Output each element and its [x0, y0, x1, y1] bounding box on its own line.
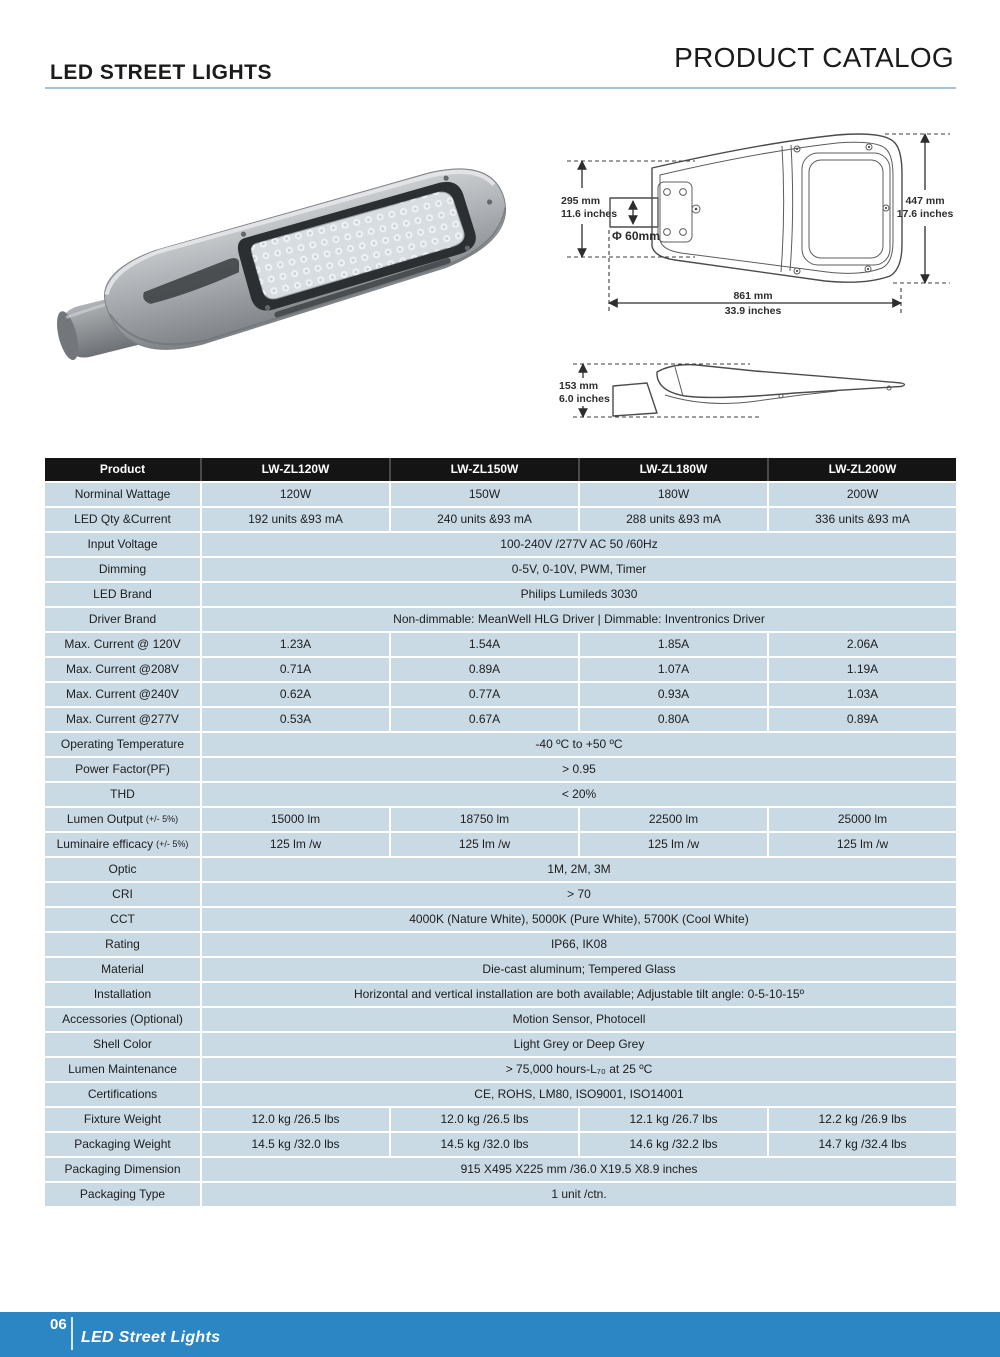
spec-value: 180W	[580, 483, 767, 506]
spec-value-span: IP66, IK08	[202, 933, 956, 956]
spec-value: 0.80A	[580, 708, 767, 731]
spec-value: 200W	[769, 483, 956, 506]
row-label: Max. Current @ 120V	[45, 633, 200, 656]
table-row	[45, 483, 956, 506]
table-row	[45, 583, 956, 606]
product-photo	[46, 112, 538, 370]
spec-value: 192 units &93 mA	[202, 508, 389, 531]
row-label: CCT	[45, 908, 200, 931]
row-label: Shell Color	[45, 1033, 200, 1056]
header-divider	[45, 87, 956, 89]
row-label: Installation	[45, 983, 200, 1006]
dim-height-153	[559, 364, 760, 417]
spec-value: 125 lm /w	[580, 833, 767, 856]
table-row	[45, 1108, 956, 1131]
spec-value-span: 0-5V, 0-10V, PWM, Timer	[202, 558, 956, 581]
table-row	[45, 1058, 956, 1081]
spec-value: 1.07A	[580, 658, 767, 681]
spec-value: 0.89A	[769, 708, 956, 731]
spec-value: 12.0 kg /26.5 lbs	[391, 1108, 578, 1131]
row-label: LED Brand	[45, 583, 200, 606]
spec-value-span: Horizontal and vertical installation are both available; Adjustable tilt angle: 0-5-10-15º	[202, 983, 956, 1006]
col-header-model: LW-ZL180W	[580, 458, 767, 481]
row-label: Max. Current @240V	[45, 683, 200, 706]
table-row	[45, 783, 956, 806]
spec-value: 120W	[202, 483, 389, 506]
row-label: THD	[45, 783, 200, 806]
svg-text:861 mm: 861 mm	[733, 290, 773, 302]
spec-value: 0.89A	[391, 658, 578, 681]
spec-value: 336 units &93 mA	[769, 508, 956, 531]
row-label: Max. Current @208V	[45, 658, 200, 681]
spec-value: 0.62A	[202, 683, 389, 706]
spec-value: 1.19A	[769, 658, 956, 681]
spec-value: 15000 lm	[202, 808, 389, 831]
table-row	[45, 858, 956, 881]
screws-top	[692, 144, 889, 274]
table-row	[45, 808, 956, 831]
mounting-arm-top	[610, 198, 658, 227]
row-label: Dimming	[45, 558, 200, 581]
row-label: Accessories (Optional)	[45, 1008, 200, 1031]
spec-value-span: Philips Lumileds 3030	[202, 583, 956, 606]
row-label: Lumen Output (+/- 5%)	[45, 808, 200, 831]
spec-value-span: > 0.95	[202, 758, 956, 781]
svg-text:295 mm: 295 mm	[561, 195, 601, 207]
row-label: Optic	[45, 858, 200, 881]
spec-value: 125 lm /w	[769, 833, 956, 856]
row-label: Packaging Type	[45, 1183, 200, 1206]
spec-value: 25000 lm	[769, 808, 956, 831]
spec-value-span: -40 ºC to +50 ºC	[202, 733, 956, 756]
glass-panel-top	[802, 153, 890, 265]
row-label: Power Factor(PF)	[45, 758, 200, 781]
spec-value: 125 lm /w	[202, 833, 389, 856]
table-row	[45, 458, 956, 481]
table-row	[45, 558, 956, 581]
svg-text:33.9 inches: 33.9 inches	[724, 305, 782, 317]
row-label: CRI	[45, 883, 200, 906]
table-row	[45, 1133, 956, 1156]
col-header-model: LW-ZL200W	[769, 458, 956, 481]
spec-value-span: 1 unit /ctn.	[202, 1183, 956, 1206]
table-row	[45, 533, 956, 556]
spec-value: 1.85A	[580, 633, 767, 656]
table-row	[45, 708, 956, 731]
spec-value: 14.7 kg /32.4 lbs	[769, 1133, 956, 1156]
spec-value-span: < 20%	[202, 783, 956, 806]
spec-value-span: CE, ROHS, LM80, ISO9001, ISO14001	[202, 1083, 956, 1106]
row-label: Operating Temperature	[45, 733, 200, 756]
row-label: Driver Brand	[45, 608, 200, 631]
table-row	[45, 908, 956, 931]
svg-text:447 mm: 447 mm	[905, 195, 945, 207]
top-view-drawing	[545, 120, 960, 335]
footer-section-title: LED Street Lights	[81, 1329, 221, 1346]
table-row	[45, 1158, 956, 1181]
col-header-product: Product	[45, 458, 200, 481]
spec-value: 12.2 kg /26.9 lbs	[769, 1108, 956, 1131]
mounting-arm-side	[613, 383, 657, 416]
spec-value-span: 100-240V /277V AC 50 /60Hz	[202, 533, 956, 556]
footer-bar	[0, 1312, 1000, 1357]
row-label: Packaging Dimension	[45, 1158, 200, 1181]
table-row	[45, 983, 956, 1006]
side-view-drawing	[545, 338, 960, 443]
spec-value: 288 units &93 mA	[580, 508, 767, 531]
col-header-model: LW-ZL120W	[202, 458, 389, 481]
housing-side-outline	[613, 365, 905, 416]
col-header-model: LW-ZL150W	[391, 458, 578, 481]
spec-value: 18750 lm	[391, 808, 578, 831]
spec-value-span: > 70	[202, 883, 956, 906]
spec-value-span: 1M, 2M, 3M	[202, 858, 956, 881]
catalog-title: PRODUCT CATALOG	[674, 42, 954, 73]
table-row	[45, 683, 956, 706]
row-label-note: (+/- 5%)	[156, 838, 189, 849]
row-label: LED Qty &Current	[45, 508, 200, 531]
table-row	[45, 958, 956, 981]
table-row	[45, 633, 956, 656]
spec-value-span: 915 X495 X225 mm /36.0 X19.5 X8.9 inches	[202, 1158, 956, 1181]
spec-value-span: 4000K (Nature White), 5000K (Pure White), 5700K (Cool White)	[202, 908, 956, 931]
spec-value: 0.77A	[391, 683, 578, 706]
table-row	[45, 833, 956, 856]
dim-height-447	[885, 134, 953, 283]
row-label: Rating	[45, 933, 200, 956]
page-number: 06	[50, 1316, 67, 1333]
spec-value: 0.53A	[202, 708, 389, 731]
table-row	[45, 733, 956, 756]
page-title: LED STREET LIGHTS	[50, 61, 273, 84]
spec-value: 125 lm /w	[391, 833, 578, 856]
spec-value: 0.93A	[580, 683, 767, 706]
spec-value-span: Non-dimmable: MeanWell HLG Driver | Dimmable: Inventronics Driver	[202, 608, 956, 631]
table-row	[45, 658, 956, 681]
table-row	[45, 608, 956, 631]
spec-value: 14.5 kg /32.0 lbs	[391, 1133, 578, 1156]
spec-value: 22500 lm	[580, 808, 767, 831]
row-label: Max. Current @277V	[45, 708, 200, 731]
row-label: Material	[45, 958, 200, 981]
lamp-body-photo	[93, 158, 521, 364]
table-row	[45, 508, 956, 531]
svg-text:17.6 inches: 17.6 inches	[896, 208, 954, 220]
row-label-note: (+/- 5%)	[145, 813, 179, 824]
spec-value-span: Die-cast aluminum; Tempered Glass	[202, 958, 956, 981]
table-row	[45, 933, 956, 956]
row-label: Certifications	[45, 1083, 200, 1106]
spec-value: 12.1 kg /26.7 lbs	[580, 1108, 767, 1131]
table-row	[45, 1183, 956, 1206]
spec-value-span: Light Grey or Deep Grey	[202, 1033, 956, 1056]
spec-value: 1.03A	[769, 683, 956, 706]
row-label: Packaging Weight	[45, 1133, 200, 1156]
svg-text:Φ 60mm: Φ 60mm	[612, 229, 660, 243]
spec-value: 150W	[391, 483, 578, 506]
table-row	[45, 1008, 956, 1031]
row-label: Fixture Weight	[45, 1108, 200, 1131]
spec-value: 14.6 kg /32.2 lbs	[580, 1133, 767, 1156]
svg-text:11.6 inches: 11.6 inches	[561, 208, 618, 220]
table-row	[45, 758, 956, 781]
svg-text:6.0 inches: 6.0 inches	[559, 393, 610, 405]
spec-value: 2.06A	[769, 633, 956, 656]
spec-value: 0.71A	[202, 658, 389, 681]
spec-value-span: > 75,000 hours-L₇₀ at 25 ºC	[202, 1058, 956, 1081]
housing-top-outline	[610, 134, 902, 282]
spec-value: 12.0 kg /26.5 lbs	[202, 1108, 389, 1131]
row-label: Luminaire efficacy (+/- 5%)	[45, 833, 200, 856]
spec-table	[45, 458, 956, 1208]
table-row	[45, 1083, 956, 1106]
table-row	[45, 1033, 956, 1056]
footer-divider	[71, 1317, 73, 1350]
row-label: Norminal Wattage	[45, 483, 200, 506]
spec-value-span: Motion Sensor, Photocell	[202, 1008, 956, 1031]
spec-value: 14.5 kg /32.0 lbs	[202, 1133, 389, 1156]
spec-value: 1.23A	[202, 633, 389, 656]
row-label: Lumen Maintenance	[45, 1058, 200, 1081]
row-label: Input Voltage	[45, 533, 200, 556]
svg-text:153 mm: 153 mm	[559, 380, 599, 392]
spec-value: 240 units &93 mA	[391, 508, 578, 531]
spec-value: 0.67A	[391, 708, 578, 731]
table-row	[45, 883, 956, 906]
spec-value: 1.54A	[391, 633, 578, 656]
